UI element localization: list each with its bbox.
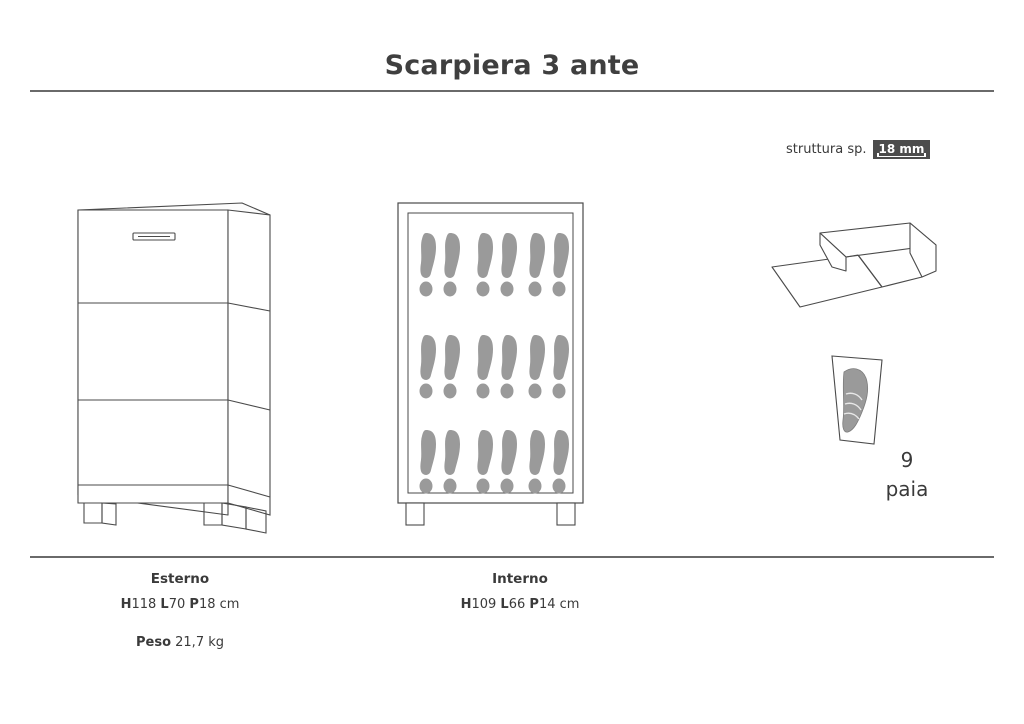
- spec-esterno-dimensions: [60, 592, 300, 617]
- spec-interno-dimensions: [400, 592, 640, 617]
- spec-esterno-p-value: 18: [198, 597, 216, 613]
- capacity-label: [862, 446, 952, 504]
- spec-interno-l-key: L: [500, 597, 509, 613]
- capacity-number: 9: [900, 448, 914, 472]
- shoe-slot-illustration: [818, 348, 908, 458]
- spec-esterno-p-key: P: [189, 597, 199, 613]
- spec-esterno: [60, 566, 300, 655]
- exterior-cabinet-illustration: [60, 185, 300, 545]
- spec-interno-h-value: 109: [471, 597, 497, 613]
- spec-esterno-heading: Esterno: [150, 571, 210, 587]
- spec-interno-unit: cm: [559, 597, 580, 613]
- spec-esterno-l-key: L: [160, 597, 169, 613]
- structure-thickness-label: struttura sp.: [786, 142, 867, 157]
- spec-esterno-h-key: H: [120, 597, 132, 613]
- drawer-mechanism-illustration: [760, 215, 960, 325]
- spec-esterno-h-value: 118: [131, 597, 157, 613]
- divider-top: [30, 90, 994, 92]
- spec-interno-heading: Interno: [492, 571, 548, 587]
- divider-bottom: [30, 556, 994, 558]
- spec-esterno-weight-value: 21,7 kg: [175, 634, 224, 650]
- interior-cabinet-illustration: [390, 195, 600, 535]
- spec-esterno-unit: cm: [219, 597, 240, 613]
- spec-esterno-l-value: 70: [168, 597, 186, 613]
- spec-interno-p-value: 14: [538, 597, 556, 613]
- spec-esterno-weight-label: Peso: [135, 634, 171, 650]
- spec-interno-h-key: H: [460, 597, 472, 613]
- spec-interno-l-value: 66: [508, 597, 526, 613]
- spec-interno-p-key: P: [529, 597, 539, 613]
- spec-interno: [400, 566, 640, 618]
- structure-thickness-note: [786, 140, 930, 159]
- spec-esterno-weight: [60, 630, 300, 655]
- page-title: Scarpiera 3 ante: [384, 50, 640, 81]
- capacity-unit: paia: [885, 477, 929, 501]
- thickness-badge: 18 mm: [873, 140, 931, 159]
